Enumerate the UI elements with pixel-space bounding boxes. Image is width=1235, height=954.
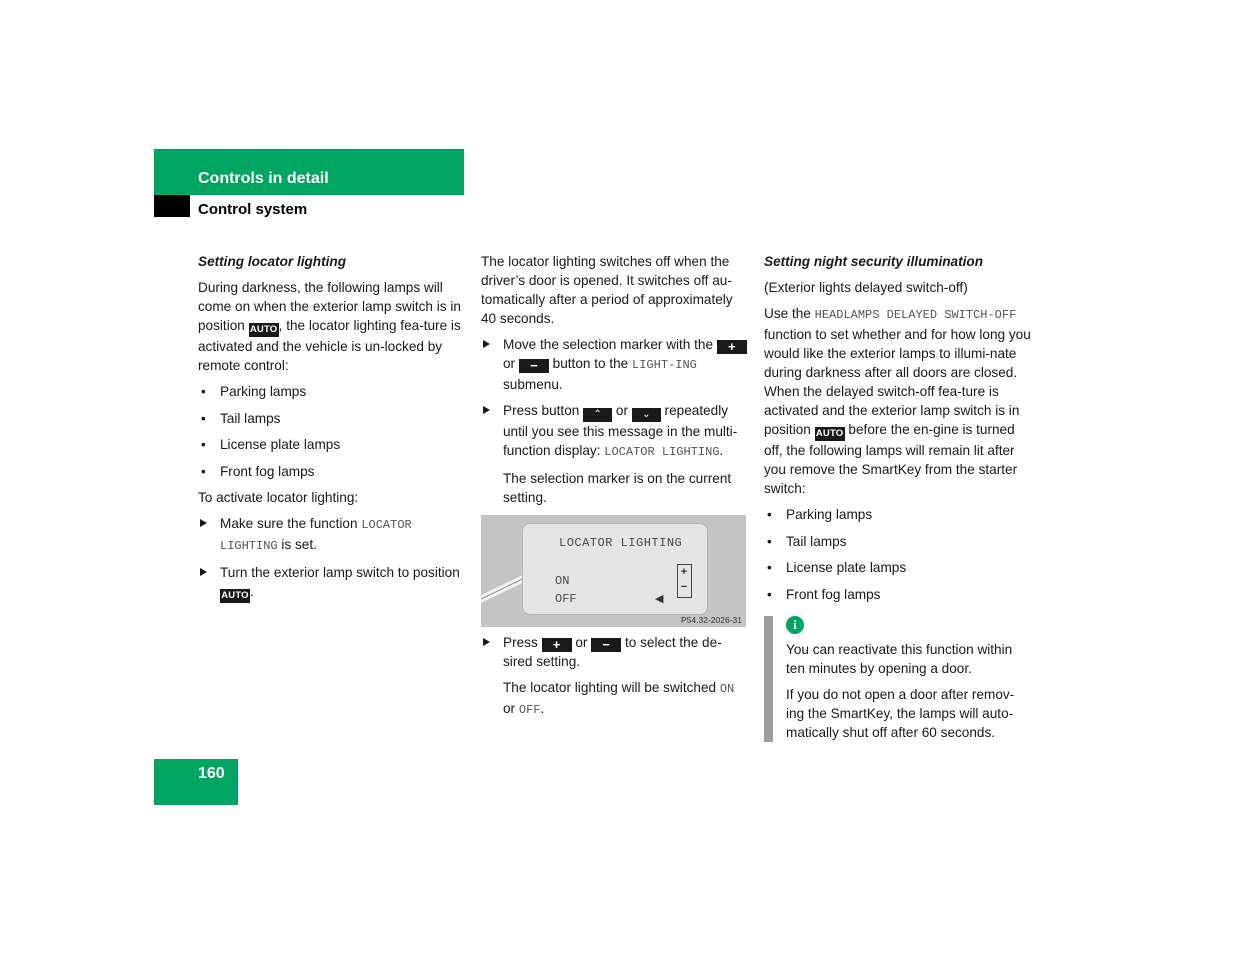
display-term: HEADLAMPS DELAYED SWITCH-OFF [814,308,1017,322]
display-term: LOCATOR LIGHTING [604,445,720,459]
list-item: • Front fog lamps [764,585,1032,604]
section-title: Controls in detail [198,170,329,187]
column-middle [481,252,747,727]
list-item: • License plate lamps [198,435,464,454]
auto-key-icon: AUTO [249,324,278,335]
step-text: button to the [552,356,629,371]
display-option-on: ON [555,574,570,588]
step-text: Move the selection marker with the [503,337,714,352]
note-text: or [503,701,516,716]
intro-text-2: , the locator lighting fea-ture is activated and the vehicle is un-locked by remote control: [198,318,461,373]
display-option-off: OFF [555,592,577,606]
list-item: • License plate lamps [764,558,1032,577]
note-text: The locator lighting will be switched [503,680,717,695]
step-text: Make sure the function [220,516,358,531]
marker-note: The selection marker is on the current setting. [503,471,732,505]
switched-note [481,678,747,720]
header-marker [154,195,190,217]
step-text: or [575,635,588,650]
minus-key-icon: − [591,638,621,652]
display-term: ON [719,682,735,696]
selection-marker-icon: ◀ [655,593,664,605]
step-text: Press [503,635,538,650]
minus-icon: − [680,581,688,593]
switch-off-paragraph: The locator lighting switches off when the driver’s door is opened. It switches off au-tomatically after a period of approximately 40 seconds. [481,254,733,326]
column-left [198,252,464,610]
page-number: 160 [198,765,225,782]
step-move-marker [481,335,747,394]
use-paragraph [764,304,1032,498]
lamp-list [764,505,1032,604]
step-arrow-icon [483,638,490,646]
info-text-1: You can reactivate this function within ten minutes by opening a door. [786,641,1013,676]
figure-code: P54.32-2026-31 [681,615,742,625]
heading-night-security: Setting night security illumination [764,254,984,269]
step-turn-switch [198,563,464,603]
setting-bar [677,564,692,598]
display-term: LIGHT-ING [632,358,697,372]
plus-key-icon: + [542,638,572,652]
step-text: . [250,584,254,599]
multifunction-display-illustration [481,515,746,627]
lamp-list [198,382,464,481]
step-arrow-icon [200,519,207,527]
auto-key-icon: AUTO [221,590,249,601]
column-right [764,252,1032,749]
info-text-2: If you do not open a door after remov-ing the SmartKey, the lamps will auto-matically shut off after 60 seconds. [786,686,1015,740]
subheading: (Exterior lights delayed switch-off) [764,280,968,295]
step-text: or [615,403,628,418]
step-make-sure [198,514,464,556]
step-text: or [503,356,516,371]
list-item: • Tail lamps [764,532,1032,551]
paragraph-text: Use the [764,306,811,321]
display-term: OFF [518,703,541,717]
note-text: . [540,701,545,716]
heading-locator-lighting: Setting locator lighting [198,254,347,269]
info-icon: i [786,616,804,634]
activate-text: To activate locator lighting: [198,490,359,505]
list-item: • Parking lamps [764,505,1032,524]
display-title: LOCATOR LIGHTING [559,536,683,550]
step-text: to select the de-sired setting. [503,635,722,669]
step-text: . [719,443,724,458]
info-box [764,616,1032,742]
plus-icon: + [680,566,688,578]
list-item: • Tail lamps [198,409,464,428]
step-text: is set. [281,537,317,552]
page-number-band [154,759,238,805]
plus-key-icon: + [717,340,747,354]
step-select-setting [481,633,747,671]
step-arrow-icon [483,340,490,348]
info-bar [764,616,773,742]
list-item: • Parking lamps [198,382,464,401]
paragraph-text: before the en-gine is turned off, the following lamps will remain lit after you remove the SmartKey from the starter switch: [764,422,1018,496]
minus-key-icon: − [519,359,549,373]
auto-key-icon: AUTO [815,428,844,439]
step-text: submenu. [503,377,563,392]
step-arrow-icon [483,406,490,414]
intro-paragraph [198,278,464,375]
section-subtitle: Control system [198,201,308,218]
step-press-button [481,401,747,462]
intro-text-1: During darkness, the following lamps will come on when the exterior lamp switch is in position [198,280,461,333]
step-text: Turn the exterior lamp switch to position [220,565,460,580]
step-text: Press button [503,403,580,418]
step-arrow-icon [200,568,207,576]
list-item: • Front fog lamps [198,462,464,481]
display-screen [522,523,708,615]
up-key-icon: ⌃ [583,408,612,422]
display-term: LOCATOR LIGHTING [220,518,412,553]
paragraph-text: function to set whether and for how long you would like the exterior lamps to illumi-nate during darkness after all doors are closed. When the delayed switch-off fea-ture is activated and the exterior lamp switch is in position [764,327,1031,437]
down-key-icon: ⌄ [632,408,661,422]
step-text: repeatedly until you see this message in the multi-function display: [503,403,738,458]
